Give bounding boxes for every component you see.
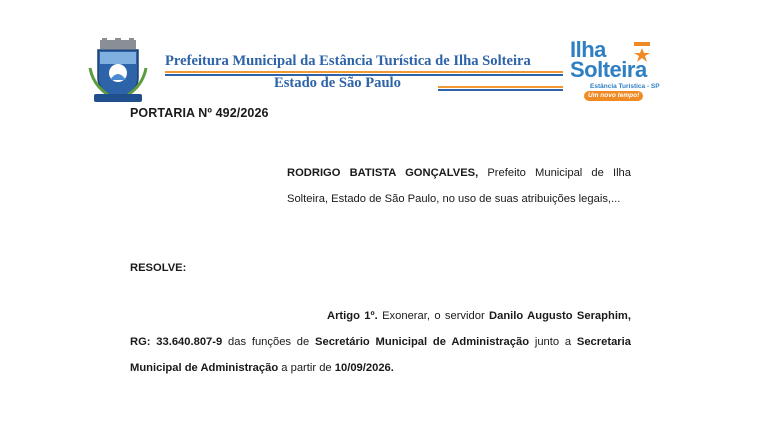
- sun-star-icon: [632, 42, 652, 64]
- mayor-name: RODRIGO BATISTA GONÇALVES,: [287, 167, 479, 179]
- letterhead-stripes-bottom: [438, 86, 563, 92]
- letterhead-title-block: [165, 52, 563, 91]
- tourism-brand-logo: [570, 37, 662, 102]
- municipality-name: Prefeitura Municipal da Estância Turística de Ilha Solteira: [165, 53, 531, 69]
- portaria-title: PORTARIA Nº 492/2026: [130, 106, 269, 120]
- article-label: Artigo 1º.: [327, 310, 378, 322]
- resolve-label: RESOLVE:: [130, 262, 187, 274]
- letterhead: [0, 0, 768, 100]
- article-text-1: Exonerar, o servidor: [377, 310, 490, 322]
- servant-name: Danilo Augusto Seraphim, RG: 33.640.807-9: [130, 310, 631, 348]
- role-name: Secretário Municipal de Administração: [315, 336, 530, 348]
- brand-subtitle: Estância Turística - SP: [590, 83, 660, 90]
- brand-line-2: Solteira: [570, 57, 647, 82]
- article-text-4: a partir de: [278, 362, 335, 374]
- article-text-2: das funções de: [222, 336, 316, 348]
- brand-line-1: Ilha: [570, 37, 606, 62]
- article-paragraph: [130, 303, 631, 381]
- coat-of-arms-icon: [88, 38, 148, 104]
- effective-date: 10/09/2026.: [334, 362, 394, 374]
- department-name: Secretaria Municipal de Administração: [130, 336, 631, 374]
- intro-paragraph: [287, 160, 631, 212]
- brand-tagline: Um novo tempo!: [584, 91, 643, 101]
- intro-text: Prefeito Municipal de Ilha Solteira, Estado de São Paulo, no uso de suas atribuições legais,...: [287, 167, 631, 205]
- state-line: Estado de São Paulo: [274, 75, 401, 91]
- article-text-3: junto a: [529, 336, 577, 348]
